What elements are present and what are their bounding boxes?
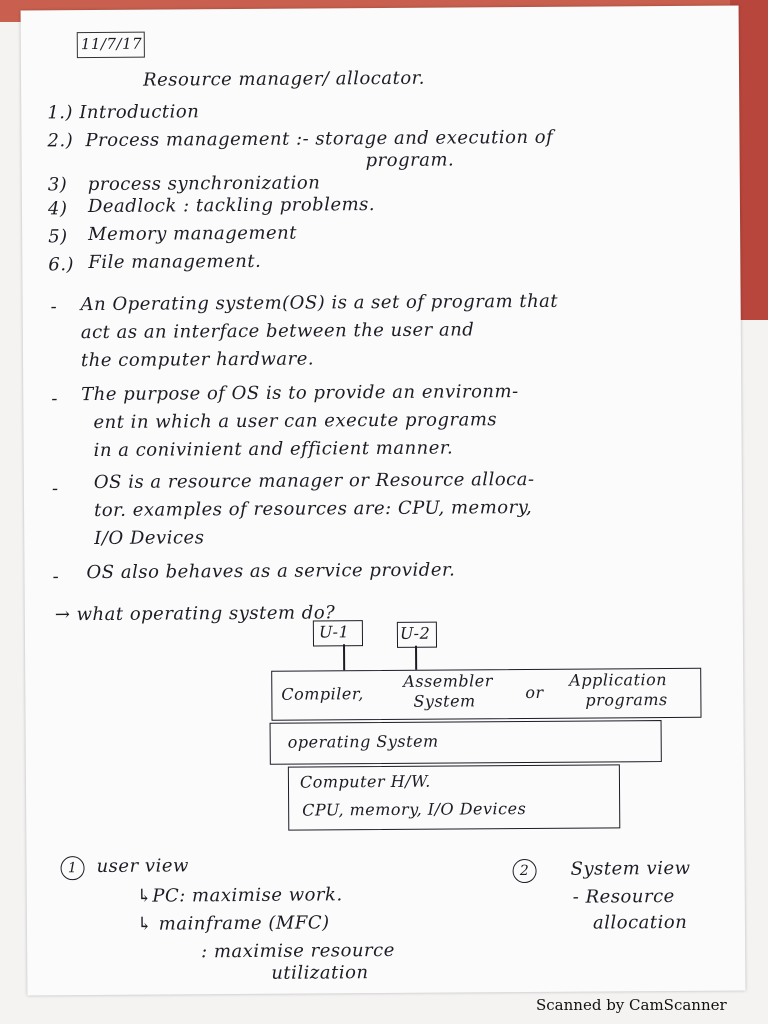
para-3-line-3: I/O Devices xyxy=(94,527,205,550)
assembler-label: Assembler xyxy=(403,671,493,691)
toc-item-6: File management. xyxy=(88,250,262,274)
programs-label: programs xyxy=(585,690,668,710)
page-heading: Resource manager/ allocator. xyxy=(142,67,426,91)
user-view-item-3: : maximise resource xyxy=(201,939,395,963)
toc-num-2: 2.) xyxy=(47,130,74,152)
hardware-components-label: CPU, memory, I/O Devices xyxy=(302,799,527,820)
para-1-line-1: An Operating system(OS) is a set of program that xyxy=(80,290,559,316)
para-2-line-3: in a conivinient and efficient manner. xyxy=(93,437,454,462)
bullet-3: - xyxy=(51,478,59,500)
toc-num-3: 3) xyxy=(47,174,68,196)
os-layer-label: operating System xyxy=(287,731,439,752)
toc-num-1: 1.) xyxy=(47,102,74,124)
hardware-label: Computer H/W. xyxy=(299,771,431,792)
system-view-number: 2 xyxy=(513,859,537,883)
scanner-watermark: Scanned by CamScanner xyxy=(536,996,727,1014)
user-view-title: user view xyxy=(96,855,189,878)
bullet-4: - xyxy=(52,566,60,588)
toc-num-6: 6.) xyxy=(48,254,75,276)
user-1-connector xyxy=(343,644,345,670)
toc-num-4: 4) xyxy=(47,198,68,220)
system-label: System xyxy=(413,691,476,711)
toc-item-3: process synchronization xyxy=(87,172,321,196)
toc-item-5: Memory management xyxy=(88,222,298,246)
page-date: 11/7/17 xyxy=(80,34,143,54)
para-1-line-3: the computer hardware. xyxy=(80,348,315,372)
toc-item-4: Deadlock : tackling problems. xyxy=(87,194,376,218)
system-view-item-2: allocation xyxy=(592,911,688,934)
toc-item-2: Process management :- storage and execution of xyxy=(85,126,554,152)
notebook-page xyxy=(21,6,746,996)
para-3-line-2: tor. examples of resources are: CPU, memory, xyxy=(93,496,533,522)
user-1-label: U-1 xyxy=(318,622,350,642)
user-2-label: U-2 xyxy=(399,623,431,643)
para-1-line-2: act as an interface between the user and xyxy=(80,319,475,344)
what-os-do-heading: → what operating system do? xyxy=(54,602,336,626)
para-2-line-2: ent in which a user can execute programs xyxy=(93,409,498,434)
para-2-line-1: The purpose of OS is to provide an environm- xyxy=(81,381,519,406)
user-view-item-4: utilization xyxy=(271,962,369,984)
user-2-connector xyxy=(415,646,417,670)
toc-item-2-cont: program. xyxy=(365,149,455,172)
toc-num-5: 5) xyxy=(48,226,68,248)
user-view-item-2: ↳ mainframe (MFC) xyxy=(136,912,330,935)
application-label: Application xyxy=(569,670,668,690)
or-label: or xyxy=(525,682,544,703)
compiler-label: Compiler, xyxy=(281,684,364,704)
para-3-line-1: OS is a resource manager or Resource alloca- xyxy=(93,468,535,494)
system-view-item-1: - Resource xyxy=(572,885,675,908)
bullet-1: - xyxy=(50,296,58,318)
bullet-2: - xyxy=(51,388,58,410)
user-view-number: 1 xyxy=(60,856,84,880)
para-4-line-1: OS also behaves as a service provider. xyxy=(86,559,456,584)
user-view-item-1: ↳PC: maximise work. xyxy=(136,884,343,907)
toc-item-1: Introduction xyxy=(79,101,200,124)
system-view-title: System view xyxy=(570,857,691,880)
